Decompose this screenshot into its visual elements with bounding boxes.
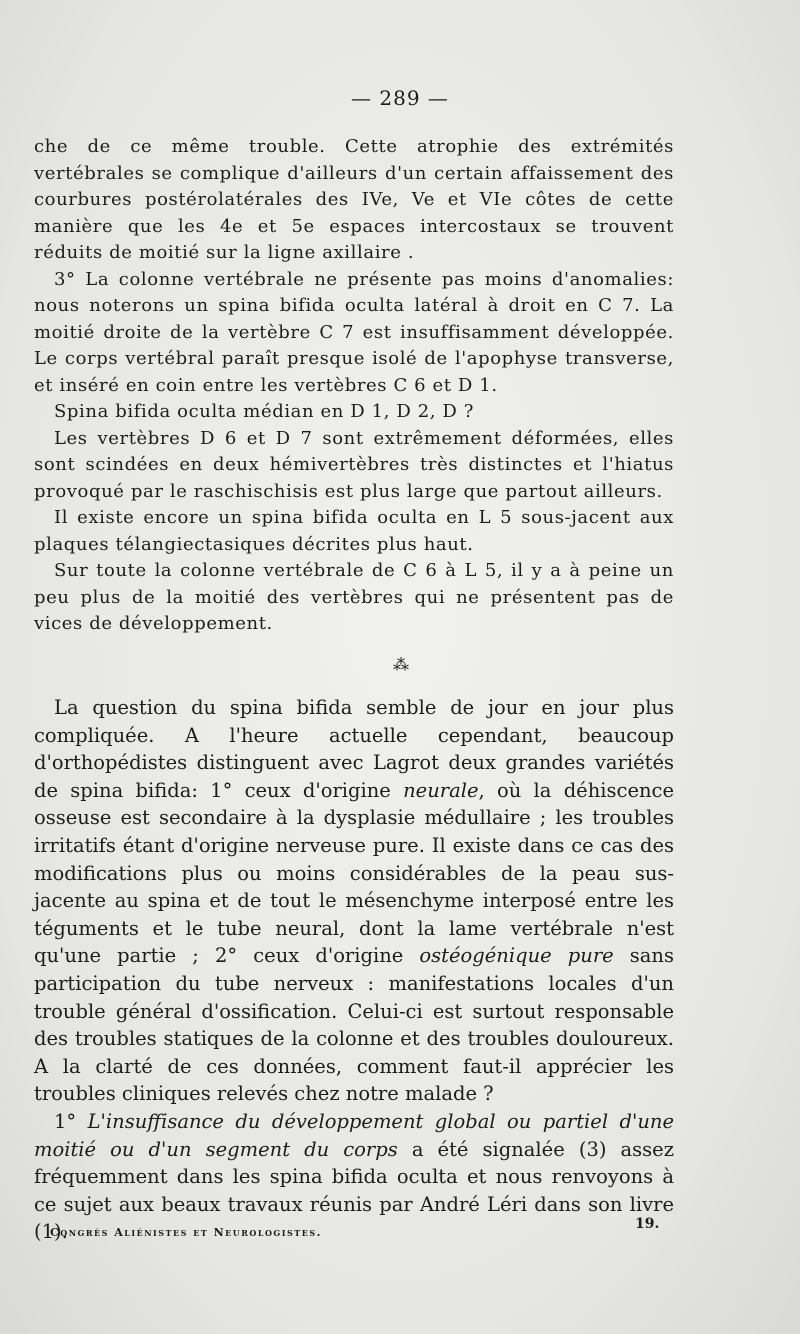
paragraph: Les vertèbres D 6 et D 7 sont extrêmement déformées, elles sont scindées en deux hémivertèbres très distinctes et l'hiatus provoqué par le raschischisis est plus large que partout ailleurs. (34, 427, 674, 502)
paragraph: 3° La colonne vertébrale ne présente pas moins d'anomalies: nous noterons un spina bifida oculta latéral à droit en C 7. La moitié droite de la vertèbre C 7 est insuffisamment développée. Le corps vertébral paraît presque isolé de l'apophyse transverse, et inséré en coin entre les vertèbres C 6 et D 1. (34, 268, 674, 396)
text-run: 1° (54, 1109, 88, 1133)
italic-term: ostéogénique pure (419, 944, 614, 968)
paragraph: Sur toute la colonne vertébrale de C 6 à L 5, il y a à peine un peu plus de la moitié des vertèbres qui ne présentent pas de vices de développement. (34, 560, 674, 634)
paragraph: Spina bifida oculta médian en D 1, D 2, D ? (54, 401, 474, 422)
italic-term: neurale (403, 778, 479, 802)
discussion (34, 694, 674, 1246)
page-number: — 289 — (351, 86, 449, 110)
footer-signature: Congrès Aliénistes et Neurologistes. (50, 1226, 322, 1239)
paragraph: che de ce même trouble. Cette atrophie des extrémités vertébrales se complique d'ailleurs d'un certain affaissement des courbures postérolatérales des IVe, Ve et VIe côtes de cette manière que les 4e et 5e espaces intercostaux se trouvent réduits de moitié sur la ligne axillaire . (34, 136, 674, 263)
paragraph (34, 694, 674, 1108)
text-run: , où la déhiscence osseuse est secondaire à la dysplasie médullaire ; les troubles irritatifs étant d'origine nerveuse pure. Il existe dans ce cas des modifications plus ou moins considérables de la peau sus-jacente au spina et de tout le mésenchyme interposé entre les téguments et le tube neural, dont la lame vertébrale n'est qu'une partie ; 2° ceux d'origine (34, 778, 675, 968)
text-run: a été signalée (3) assez fréquemment dans les spina bifida oculta et nous renvoyons à ce sujet aux beaux travaux réunis par André Léri dans son livre (1). (34, 1137, 674, 1244)
sheet-number: 19. (635, 1216, 660, 1232)
text-run: sans participation du tube nerveux : manifestations locales d'un trouble général d'ossification. Celui-ci est surtout responsable des troubles statiques de la colonne et des troubles douloureux. A la clarté de ces données, comment faut-il apprécier les troubles cliniques relevés chez notre malade ? (34, 944, 675, 1106)
section-separator: ⁂ (393, 655, 407, 674)
italic-heading: L'insuffisance du développement global ou partiel d'une moitié ou d'un segment du corps (34, 1109, 674, 1161)
text-run: La question du spina bifida semble de jour en jour plus compliquée. A l'heure actuelle cependant, beaucoup d'orthopédistes distinguent avec Lagrot deux grandes variétés de spina bifida: 1° ceux d'origine (34, 696, 674, 802)
case-description (34, 134, 674, 638)
paragraph: Il existe encore un spina bifida oculta en L 5 sous-jacent aux plaques télangiectasiques décrites plus haut. (34, 507, 674, 555)
